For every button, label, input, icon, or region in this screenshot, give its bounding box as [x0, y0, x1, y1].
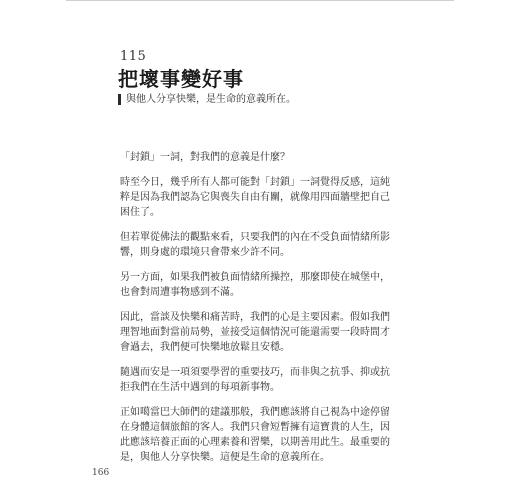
chapter-subtitle — [118, 93, 296, 106]
chapter-title: 把壞事變好事 — [118, 67, 244, 91]
paragraph: 正如噶當巴大師們的建議那般，我們應該將自己視為中途停留在身體這個旅館的客人。我們只會短暫擁有這寶貴的人生，因此應該培養正面的心理素養和習樂，以期善用此生。最重要的是，與他人分享快樂。這便是生命的意義所在。 — [120, 407, 390, 463]
subtitle-text: 與他人分享快樂，是生命的意義所在。 — [126, 94, 296, 105]
paragraph: 隨遇而安是一項須要學習的重要技巧，而非與之抗爭、抑或抗拒我們在生活中遇到的每項新事物。 — [120, 367, 390, 393]
subtitle-bar-marker — [118, 94, 121, 105]
paragraph: 另一方面，如果我們被負面情緒所操控，那麼即使在城堡中，也會對周遭事物感到不滿。 — [120, 272, 390, 298]
top-rule — [66, 0, 454, 1]
chapter-number: 115 — [120, 49, 147, 64]
paragraph: 但若單從佛法的觀點來看，只要我們的內在不受負面情緒所影響，則身處的環境只會帶來少許不同。 — [120, 232, 390, 258]
body-text — [120, 150, 392, 475]
paragraph: 時至今日，幾乎所有人都可能對「封鎖」一詞覺得反感，這純粹是因為我們認為它與喪失自由有關，就像用四面牆壁把自己困住了。 — [120, 177, 390, 218]
paragraph: 「封鎖」一詞，對我們的意義是什麼？ — [120, 152, 290, 163]
page-number: 166 — [92, 468, 110, 478]
paragraph: 因此，當談及快樂和痛苦時，我們的心是主要因素。假如我們理智地面對當前局勢，並接受這個情況可能還需要一段時間才會過去，我們便可快樂地放鬆且安穩。 — [120, 312, 390, 353]
